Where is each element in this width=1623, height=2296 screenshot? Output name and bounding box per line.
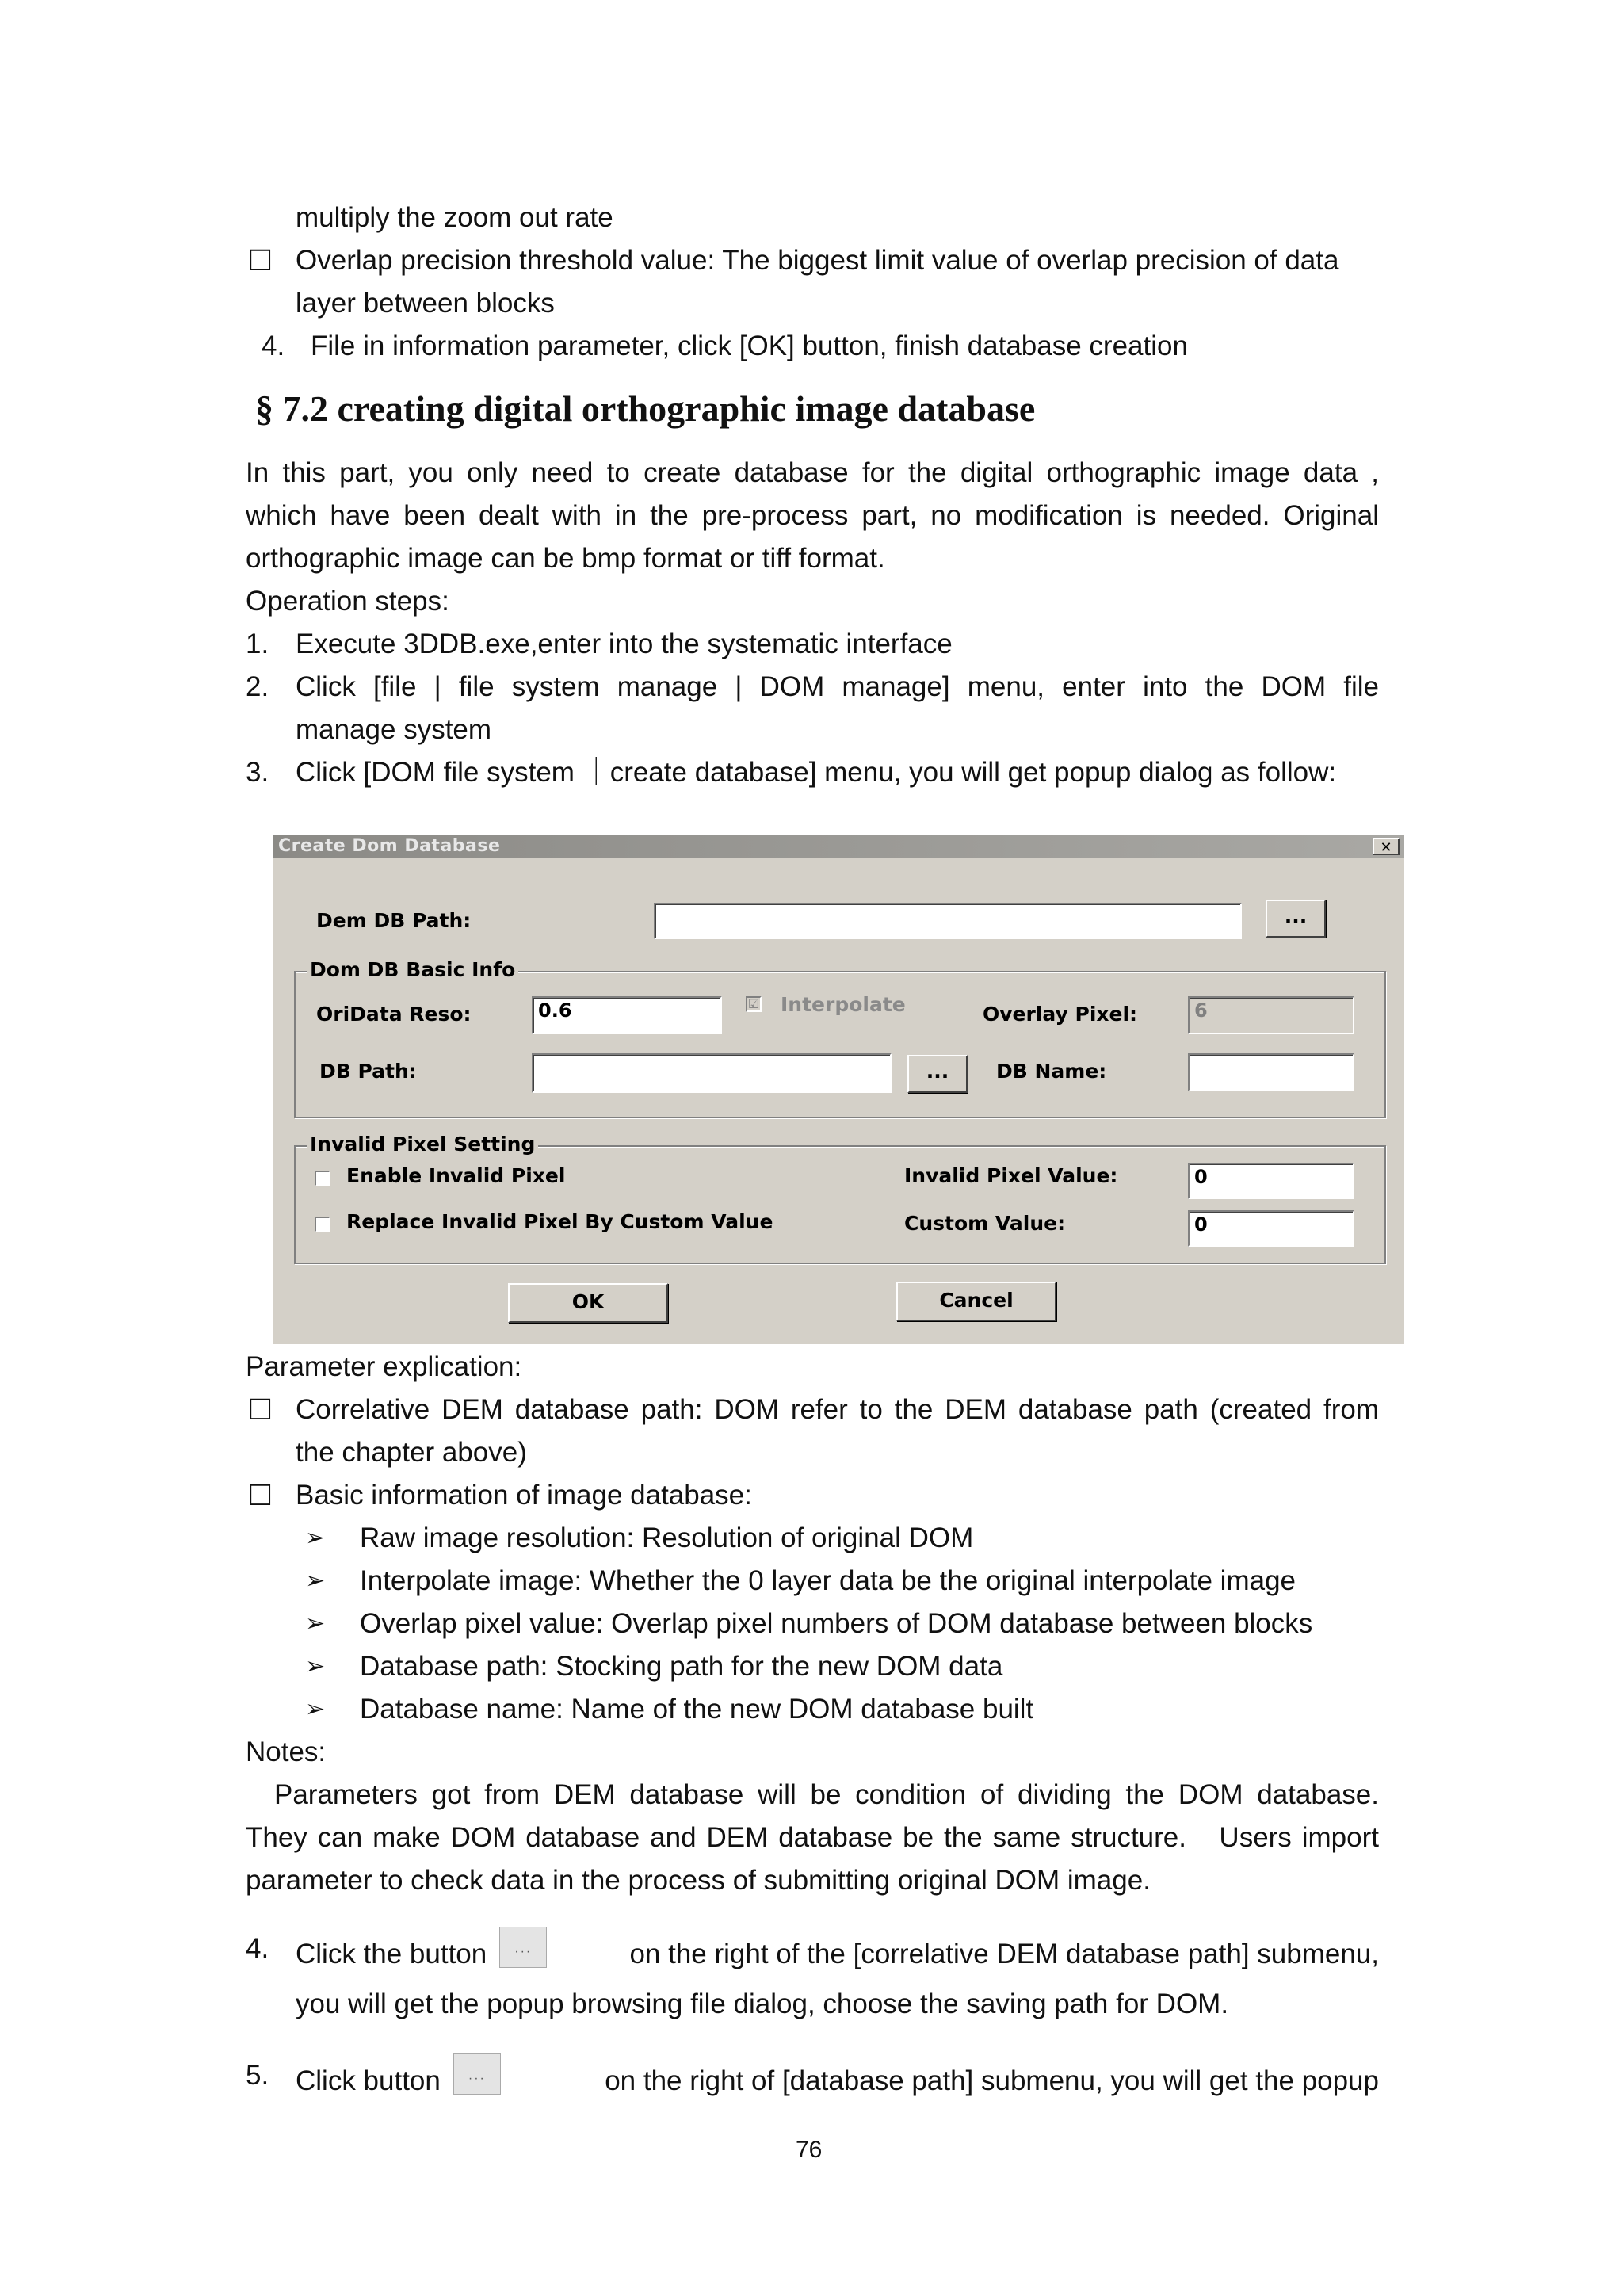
custom-value-input[interactable]: 0 xyxy=(1188,1210,1354,1247)
arrow-bullet-icon: ➢ xyxy=(305,1696,326,1722)
text-line: Raw image resolution: Resolution of original DOM xyxy=(360,1522,974,1553)
text-line: Database path: Stocking path for the new DOM data xyxy=(360,1651,1003,1682)
checkbox-bullet-icon: ☐ xyxy=(247,1393,273,1426)
text-line: Basic information of image database: xyxy=(296,1480,752,1511)
browse-button-icon: ··· xyxy=(499,1927,547,1968)
create-dom-database-dialog xyxy=(273,835,1404,1344)
invalid-pixel-value-label: Invalid Pixel Value: xyxy=(904,1164,1118,1187)
list-number: 4. xyxy=(262,330,285,361)
text-line: Execute 3DDB.exe,enter into the systematic interface xyxy=(296,628,953,659)
text-line: Parameter explication: xyxy=(246,1351,522,1382)
notes-label: Notes: xyxy=(246,1736,327,1767)
text-line: manage system xyxy=(296,714,492,745)
text-line: the chapter above) xyxy=(296,1437,527,1468)
list-number: 1. xyxy=(246,628,269,659)
cancel-button[interactable]: Cancel xyxy=(896,1282,1056,1321)
list-number: 5. xyxy=(246,2060,269,2091)
oridata-reso-input[interactable]: 0.6 xyxy=(532,996,722,1034)
arrow-bullet-icon: ➢ xyxy=(305,1525,326,1551)
dem-db-path-input[interactable] xyxy=(654,903,1242,939)
dialog-title: Create Dom Database xyxy=(278,836,501,856)
text-line: which have been dealt with in the pre-process part, no modification is needed. Original xyxy=(246,500,1379,531)
overlay-pixel-label: Overlay Pixel: xyxy=(983,1003,1138,1026)
invalid-pixel-group-title: Invalid Pixel Setting xyxy=(307,1133,538,1156)
db-name-input[interactable] xyxy=(1188,1053,1354,1091)
text-line: you will get the popup browsing file dialog, choose the saving path for DOM. xyxy=(296,1988,1229,2019)
text-line: Database name: Name of the new DOM database built xyxy=(360,1694,1034,1725)
text-line: Operation steps: xyxy=(246,586,449,617)
page-number: 76 xyxy=(796,2137,823,2163)
db-path-browse-button[interactable]: ... xyxy=(907,1055,968,1093)
db-name-label: DB Name: xyxy=(996,1060,1107,1083)
db-path-input[interactable] xyxy=(532,1053,892,1093)
text-line: Click button ··· on the right of [database path] submenu, you will get the popup xyxy=(296,2049,1379,2098)
browse-button-icon: ··· xyxy=(453,2053,501,2095)
text-line: Overlap precision threshold value: The biggest limit value of overlap precision of data xyxy=(296,245,1339,276)
text-line: They can make DOM database and DEM database be the same structure. Users import xyxy=(246,1822,1379,1853)
text-line: Correlative DEM database path: DOM refer to the DEM database path (created from xyxy=(296,1394,1379,1425)
text-line: Interpolate image: Whether the 0 layer data be the original interpolate image xyxy=(360,1565,1296,1596)
close-icon[interactable]: ✕ xyxy=(1373,838,1400,855)
checkbox-bullet-icon: ☐ xyxy=(247,244,273,277)
text-line: layer between blocks xyxy=(296,288,555,319)
dem-db-path-label: Dem DB Path: xyxy=(316,909,472,932)
db-path-label: DB Path: xyxy=(319,1060,417,1083)
text-line: Overlap pixel value: Overlap pixel numbers of DOM database between blocks xyxy=(360,1608,1313,1639)
enable-invalid-pixel-checkbox[interactable] xyxy=(315,1171,330,1186)
list-number: 3. xyxy=(246,757,269,788)
list-number: 4. xyxy=(246,1933,269,1964)
invalid-pixel-value-input[interactable]: 0 xyxy=(1188,1163,1354,1199)
text-line: Click [DOM file system ｜create database] menu, you will get popup dialog as follow: xyxy=(296,757,1337,788)
text-line: In this part, you only need to create database for the digital orthographic image data , xyxy=(246,457,1379,488)
basic-info-group-title: Dom DB Basic Info xyxy=(307,958,518,981)
arrow-bullet-icon: ➢ xyxy=(305,1653,326,1679)
dialog-title-bar xyxy=(273,835,1404,858)
text-line: multiply the zoom out rate xyxy=(296,202,613,233)
text-line: File in information parameter, click [OK] button, finish database creation xyxy=(311,330,1188,361)
list-number: 2. xyxy=(246,671,269,702)
dem-db-path-browse-button[interactable]: ... xyxy=(1266,900,1326,938)
custom-value-label: Custom Value: xyxy=(904,1212,1066,1235)
text-line: orthographic image can be bmp format or tiff format. xyxy=(246,543,885,574)
text-line: Click the button ··· on the right of the [correlative DEM database path] submenu, xyxy=(296,1922,1379,1971)
overlay-pixel-input[interactable]: 6 xyxy=(1188,996,1354,1034)
oridata-reso-label: OriData Reso: xyxy=(316,1003,472,1026)
text-line: Parameters got from DEM database will be condition of dividing the DOM database. xyxy=(274,1779,1379,1810)
replace-invalid-pixel-checkbox[interactable] xyxy=(315,1217,330,1232)
interpolate-label: Interpolate xyxy=(781,993,906,1016)
replace-invalid-pixel-label: Replace Invalid Pixel By Custom Value xyxy=(346,1210,773,1233)
arrow-bullet-icon: ➢ xyxy=(305,1610,326,1637)
section-heading: § 7.2 creating digital orthographic image database xyxy=(255,388,1036,429)
arrow-bullet-icon: ➢ xyxy=(305,1568,326,1594)
enable-invalid-pixel-label: Enable Invalid Pixel xyxy=(346,1164,566,1187)
text-line: Click [file | file system manage | DOM manage] menu, enter into the DOM file xyxy=(296,671,1379,702)
ok-button[interactable]: OK xyxy=(508,1283,668,1323)
checkbox-bullet-icon: ☐ xyxy=(247,1479,273,1511)
text-line: parameter to check data in the process of submitting original DOM image. xyxy=(246,1865,1151,1896)
interpolate-checkbox[interactable]: ☑ xyxy=(746,996,762,1012)
